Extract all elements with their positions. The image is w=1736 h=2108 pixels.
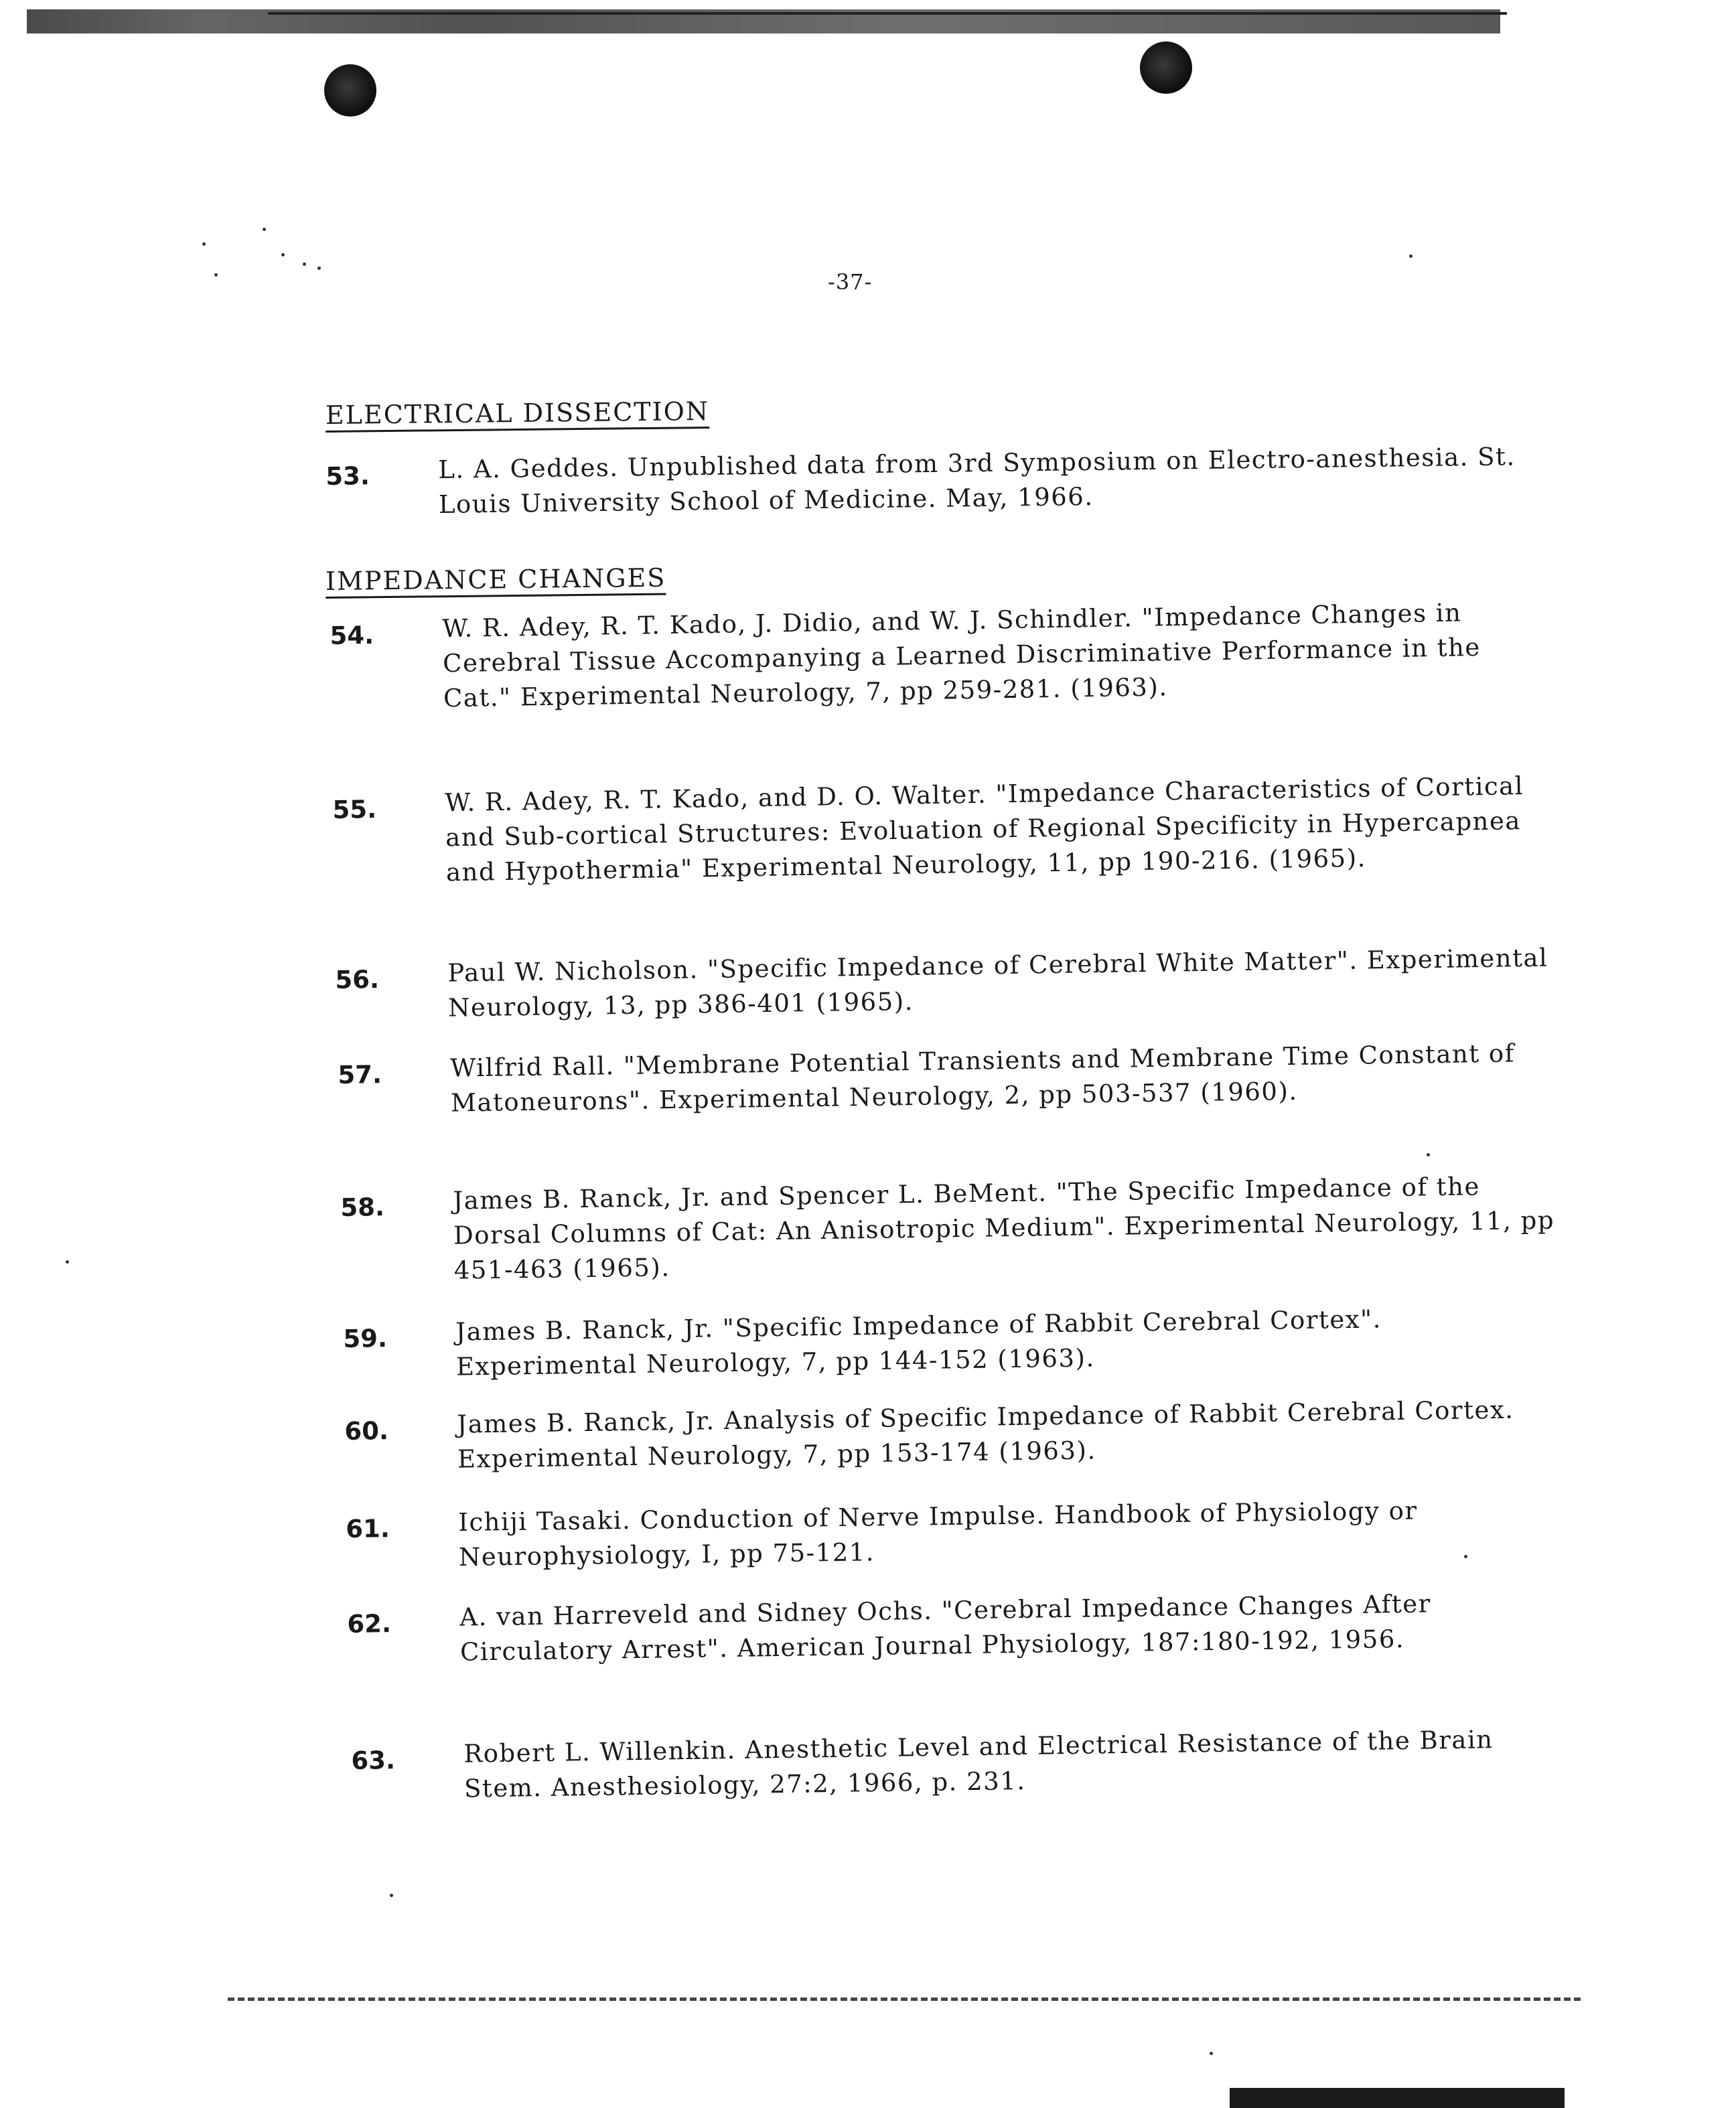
reference-text: James B. Ranck, Jr. "Specific Impedance of Rabbit Cerebral Cortex". Experimental Neurology, 7, pp 144-152 (1963). [455,1304,1382,1381]
scan-speck [303,262,306,266]
reference-60 [344,1390,1684,1474]
page-number: -37- [828,269,873,295]
reference-56 [335,939,1674,1023]
reference-number: 56. [335,965,380,994]
scan-speck [390,1894,393,1897]
reference-text: W. R. Adey, R. T. Kado, J. Didio, and W. J. Schindler. "Impedance Changes in Cerebral Tissue Accompanying a Learned Discriminative Performance in the Cat." Experimental Neurology, 7, pp 259-281. (1963). [442,598,1481,713]
punch-hole-right [1140,42,1192,94]
reference-54 [330,593,1669,713]
top-rule [268,12,1507,15]
reference-number: 57. [338,1060,382,1089]
reference-text: James B. Ranck, Jr. and Spencer L. BeMent. "The Specific Impedance of the Dorsal Columns of Cat: An Anisotropic Medium". Experimental Neurology, 11, pp 451-463 (1965). [453,1172,1555,1285]
reference-text: Ichiji Tasaki. Conduction of Nerve Impulse. Handbook of Physiology or Neurophysiology, I, pp 75-121. [458,1496,1418,1572]
scan-speck [214,273,218,277]
reference-57 [338,1034,1677,1118]
scan-speck [202,242,206,246]
reference-text: L. A. Geddes. Unpublished data from 3rd Symposium on Electro-anesthesia. St. Louis University School of Medicine. May, 1966. [438,442,1516,519]
reference-text: W. R. Adey, R. T. Kado, and D. O. Walter. "Impedance Characteristics of Cortical and Sub-cortical Structures: Evoluation of Regional Specificity in Hypercapnea and Hypothermia" Experimental Neurology, 11, pp 190-216. (1965). [445,771,1524,887]
scan-speck [66,1260,69,1264]
reference-text: Paul W. Nicholson. "Specific Impedance of Cerebral White Matter". Experimental Neurology, 13, pp 386-401 (1965). [447,943,1548,1023]
reference-number: 60. [344,1416,389,1446]
reference-59 [343,1298,1682,1381]
reference-number: 59. [343,1324,388,1353]
section-heading-impedance-changes: IMPEDANCE CHANGES [325,562,666,596]
reference-62 [347,1583,1686,1667]
reference-text: James B. Ranck, Jr. Analysis of Specific Impedance of Rabbit Cerebral Cortex. Experimental Neurology, 7, pp 153-174 (1963). [457,1395,1514,1474]
scan-speck [1427,1153,1430,1156]
bottom-rule [228,1998,1581,2001]
reference-61 [346,1491,1685,1572]
reference-number: 62. [347,1609,392,1639]
reference-text: Wilfrid Rall. "Membrane Potential Transients and Membrane Time Constant of Matoneurons". Experimental Neurology, 2, pp 503-537 (1960). [450,1039,1516,1118]
section-heading-electrical-dissection: ELECTRICAL DISSECTION [325,396,710,430]
scan-speck [281,253,285,256]
reference-63 [351,1720,1690,1803]
reference-number: 58. [340,1193,385,1222]
reference-text: A. van Harreveld and Sidney Ochs. "Cerebral Impedance Changes After Circulatory Arrest". American Journal Physiology, 187:180-192, 1956. [459,1589,1432,1667]
punch-hole-left [324,64,376,117]
scan-corner-bar [1230,2088,1565,2108]
scan-speck [1210,2052,1213,2055]
reference-55 [332,767,1672,887]
reference-58 [340,1166,1680,1285]
reference-53 [326,438,1665,519]
scan-speck [263,228,266,231]
reference-number: 53. [326,461,370,491]
reference-number: 55. [332,794,377,824]
reference-number: 63. [351,1746,396,1775]
reference-number: 54. [330,620,374,650]
reference-text: Robert L. Willenkin. Anesthetic Level and Electrical Resistance of the Brain Stem. Anesthesiology, 27:2, 1966, p. 231. [463,1725,1494,1803]
reference-number: 61. [346,1514,390,1544]
scan-speck [317,267,321,270]
scan-speck [1409,254,1413,258]
